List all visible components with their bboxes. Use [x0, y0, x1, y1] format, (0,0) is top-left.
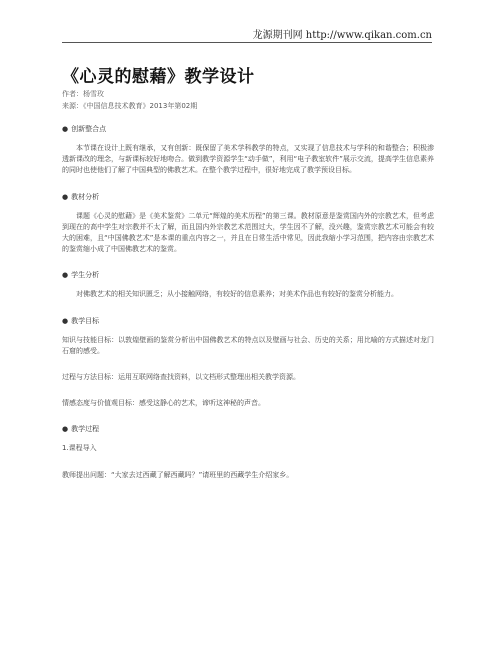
paragraph: 知识与技能目标：以敦煌壁画的鉴赏分析出中国佛教艺术的特点以及壁画与社会、历史的关系；用比喻的方式描述对龙门石窟的感受。	[62, 335, 434, 355]
section-heading: ● 创新整合点	[62, 125, 107, 133]
bullet-icon: ●	[62, 425, 69, 434]
article-source: 来源：《中国信息技术教育》2013年第02期	[62, 102, 198, 110]
article-title: 《心灵的慰藉》教学设计	[62, 67, 255, 87]
header-divider	[62, 42, 432, 43]
paragraph: 课题《心灵的慰藉》是《美术鉴赏》二单元“辉煌的美术历程”的第三课。教材原意是鉴赏国内外的宗教艺术，但考虑到现在的高中学生对宗教并不太了解，而且国内外宗教艺术范围过大，学生因不了解，没兴趣，鉴赏宗教艺术可能会有较大的困难，且“中国佛教艺术”是本课的重点内容之一，并且在日常生活中常见，因此我缩小学习范围，把内容由宗教艺术的鉴赏缩小成了中国佛教艺术的鉴赏。	[62, 211, 434, 254]
paragraph: 对佛教艺术的相关知识匮乏；从小接触网络，有较好的信息素养；对美术作品也有较好的鉴赏分析能力。	[76, 290, 398, 299]
paragraph: 情感态度与价值观目标：感受这静心的艺术，谛听这神秘的声音。	[62, 399, 265, 408]
section-heading: ● 学生分析	[62, 271, 100, 280]
section-heading: ● 教材分析	[62, 192, 100, 201]
site-header: 龙源期刊网 http://www.qikan.com.cn	[252, 30, 432, 41]
article-author: 作者：杨雪玫	[62, 90, 104, 98]
paragraph: 本节课在设计上既有继承，又有创新：既保留了美术学科教学的特点，又实现了信息技术与学科的和谐整合；积极渗透新课改的理念，与新课标较好地吻合。做到教学资源学生“动手做”，利用“电子教室软件”展示交流，提高学生信息素养的同时也使他们了解了中国典型的佛教艺术。在整个教学过程中，很好地完成了教学预设目标。	[62, 144, 434, 175]
bullet-icon: ●	[62, 271, 69, 280]
bullet-icon: ●	[62, 192, 69, 201]
paragraph: 过程与方法目标：运用互联网络查找资料，以文档形式整理出相关教学资源。	[62, 373, 300, 382]
paragraph: 教师提出问题：“大家去过西藏了解西藏吗？”请班里的西藏学生介绍家乡。	[62, 470, 294, 479]
article-body	[62, 124, 434, 496]
section-heading: ● 教学目标	[62, 316, 100, 325]
section-heading: ● 教学过程	[62, 425, 100, 434]
subheading: 1.课程导入	[62, 444, 97, 453]
bullet-icon: ●	[62, 316, 69, 325]
bullet-icon: ●	[62, 125, 69, 133]
